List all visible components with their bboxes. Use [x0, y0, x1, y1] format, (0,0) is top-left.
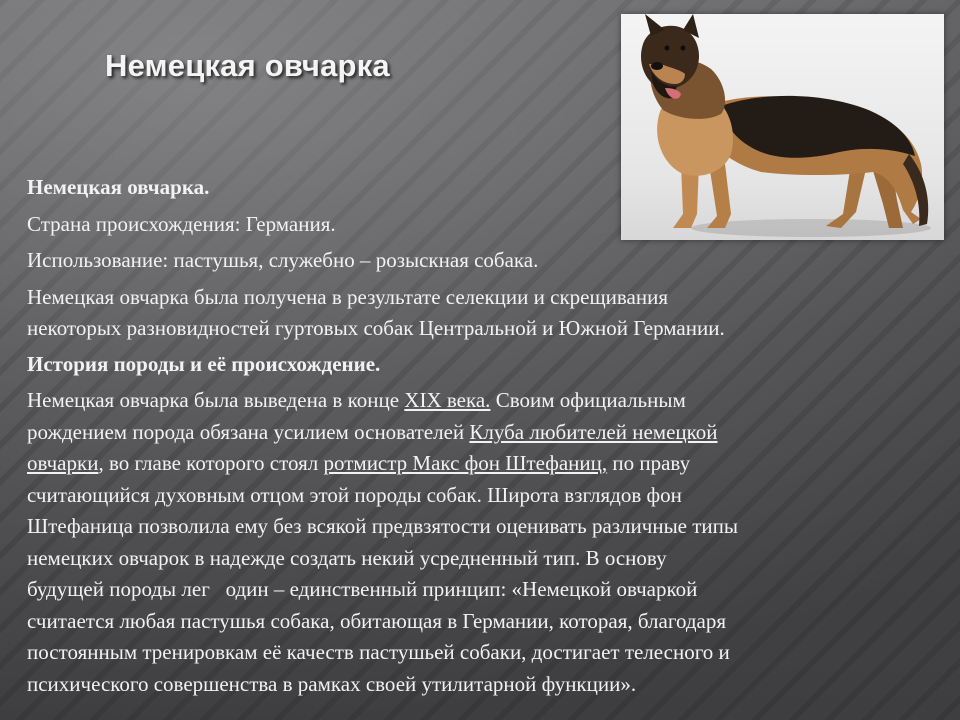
- history-text: , во главе которого стоял: [98, 451, 324, 475]
- link-club[interactable]: Клуба любителей немецкой: [469, 419, 718, 444]
- link-club-cont[interactable]: овчарки: [27, 451, 99, 475]
- history-text: Немецкая овчарка была выведена в конце: [27, 388, 405, 412]
- page-title: Немецкая овчарка: [105, 48, 390, 83]
- origin-country: Страна происхождения: Германия.: [27, 211, 336, 236]
- history-text: считающийся духовным отцом этой породы собак. Широта взглядов фон: [27, 482, 682, 507]
- origin-text-2: некоторых разновидностей гуртовых собак Центральной и Южной Германии.: [27, 316, 725, 340]
- origin-text-1: Немецкая овчарка была получена в результате селекции и скрещивания: [27, 284, 668, 309]
- history-text: психического совершенства в рамках своей утилитарной функции».: [27, 671, 637, 696]
- history-text: будущей породы лег один – единственный принцип: «Немецкой овчаркой: [27, 577, 698, 601]
- history-text: Своим официальным: [490, 388, 686, 412]
- history-text: по праву: [607, 451, 691, 475]
- history-text: немецких овчарок в надежде создать некий усредненный тип. В основу: [27, 545, 667, 570]
- history-heading: История породы и её происхождение.: [27, 351, 381, 376]
- breed-usage: Использование: пастушья, служебно – розыскная собака.: [27, 248, 539, 272]
- history-text: Штефаница позволила ему без всякой предвзятости оценивать различные типы: [27, 514, 739, 538]
- link-xix-century[interactable]: XIX века.: [404, 388, 491, 412]
- intro-heading: Немецкая овчарка.: [27, 175, 210, 199]
- link-founder[interactable]: ротмистр Макс фон Штефаниц,: [323, 451, 608, 475]
- history-text: постоянным тренировкам её качеств пастушьей собаки, достигает телесного и: [27, 640, 730, 664]
- body-text: [27, 172, 947, 705]
- history-text: рождением порода обязана усилием основателей: [27, 419, 470, 444]
- history-text: считается любая пастушья собака, обитающая в Германии, которая, благодаря: [27, 608, 726, 633]
